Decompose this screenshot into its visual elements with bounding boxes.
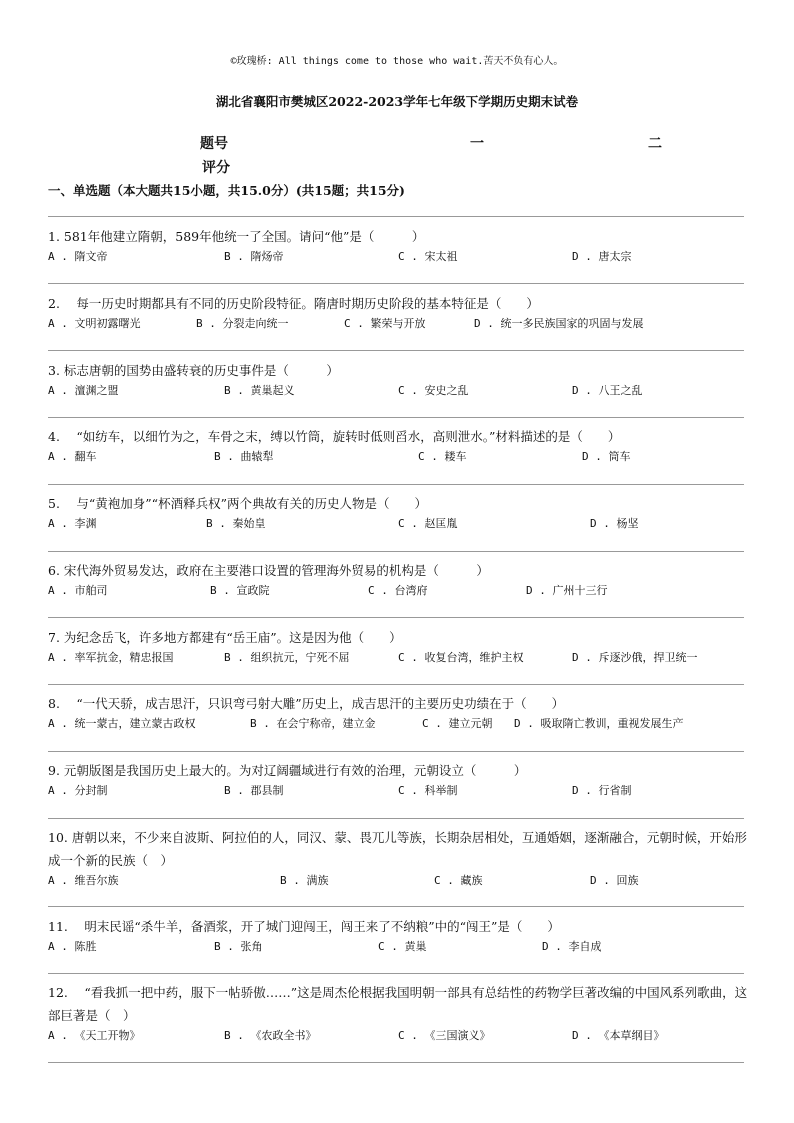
option-b[interactable]: B . 郡县制 xyxy=(224,784,284,797)
option-list xyxy=(48,515,748,533)
score-row-header xyxy=(200,133,680,157)
question-stem: 5. 与“黄袍加身”“杯酒释兵权”两个典故有关的历史人物是（ ） xyxy=(48,496,427,511)
question-stem: 1. 581年他建立隋朝，589年他统一了全国。请问“他”是（ ） xyxy=(48,229,425,244)
question-4 xyxy=(48,425,748,466)
question-stem: 10. 唐朝以来，不少来自波斯、阿拉伯的人，同汉、蒙、畏兀儿等族，长期杂居相处，互通婚姻，逐渐融合，元朝时候，开始形成一个新的民族（ ） xyxy=(48,830,747,868)
question-stem: 9. 元朝版图是我国历史上最大的。为对辽阔疆域进行有效的治理，元朝设立（ ） xyxy=(48,763,527,778)
option-c[interactable]: C . 赵匡胤 xyxy=(398,517,458,530)
question-1 xyxy=(48,225,748,266)
question-stem: 3. 标志唐朝的国势由盛转衰的历史事件是（ ） xyxy=(48,363,339,378)
watermark-text: ©玫瑰桥: All things come to those who wait.苦天不负有心人。 xyxy=(230,56,564,67)
option-c[interactable]: C . 繁荣与开放 xyxy=(344,317,426,330)
score-col-1: 一 xyxy=(470,136,484,152)
option-b[interactable]: B . 曲辕犁 xyxy=(214,450,274,463)
question-8 xyxy=(48,692,748,733)
option-a[interactable]: A . 分封制 xyxy=(48,784,108,797)
question-2 xyxy=(48,292,748,333)
question-9 xyxy=(48,759,748,800)
option-a[interactable]: A . 率军抗金，精忠报国 xyxy=(48,651,174,664)
option-d[interactable]: D . 回族 xyxy=(590,874,639,887)
option-c[interactable]: C . 科举制 xyxy=(398,784,458,797)
option-list xyxy=(48,1027,748,1045)
question-stem: 7. 为纪念岳飞，许多地方都建有“岳王庙”。这是因为他（ ） xyxy=(48,630,402,645)
option-a[interactable]: A . 统一蒙古，建立蒙古政权 xyxy=(48,717,196,730)
option-a[interactable]: A . 澶渊之盟 xyxy=(48,384,119,397)
divider xyxy=(48,818,744,819)
option-a[interactable]: A . 陈胜 xyxy=(48,940,97,953)
divider xyxy=(48,484,744,485)
option-d[interactable]: D . 筒车 xyxy=(582,450,631,463)
option-d[interactable]: D . 吸取隋亡教训，重视发展生产 xyxy=(514,717,684,730)
option-c[interactable]: C . 安史之乱 xyxy=(398,384,469,397)
option-list xyxy=(48,782,748,800)
exam-title: 湖北省襄阳市樊城区2022-2023学年七年级下学期历史期末试卷 xyxy=(215,94,579,109)
question-3 xyxy=(48,359,748,400)
divider xyxy=(48,551,744,552)
score-label-score: 评分 xyxy=(202,160,230,176)
divider xyxy=(48,283,744,284)
option-b[interactable]: B . 满族 xyxy=(280,874,329,887)
divider xyxy=(48,216,744,217)
divider xyxy=(48,350,744,351)
divider xyxy=(48,751,744,752)
option-c[interactable]: C . 台湾府 xyxy=(368,584,428,597)
option-a[interactable]: A . 翻车 xyxy=(48,450,97,463)
option-b[interactable]: B . 《农政全书》 xyxy=(224,1029,317,1042)
score-col-2: 二 xyxy=(648,136,662,152)
option-a[interactable]: A . 《天工开物》 xyxy=(48,1029,141,1042)
option-c[interactable]: C . 《三国演义》 xyxy=(398,1029,491,1042)
score-row-score xyxy=(200,157,680,181)
question-10 xyxy=(48,826,748,890)
divider xyxy=(48,1062,744,1063)
option-list xyxy=(48,448,748,466)
option-c[interactable]: C . 宋太祖 xyxy=(398,250,458,263)
option-c[interactable]: C . 耧车 xyxy=(418,450,467,463)
question-stem: 4. “如纺车，以细竹为之，车骨之末，缚以竹筒，旋转时低则舀水，高则泄水。”材料描述的是（ ） xyxy=(48,429,621,444)
divider xyxy=(48,906,744,907)
option-a[interactable]: A . 隋文帝 xyxy=(48,250,108,263)
option-list xyxy=(48,715,748,733)
question-12 xyxy=(48,981,748,1045)
option-a[interactable]: A . 维吾尔族 xyxy=(48,874,119,887)
divider xyxy=(48,684,744,685)
option-d[interactable]: D . 行省制 xyxy=(572,784,632,797)
divider xyxy=(48,417,744,418)
option-a[interactable]: A . 李渊 xyxy=(48,517,97,530)
option-b[interactable]: B . 黄巢起义 xyxy=(224,384,295,397)
option-c[interactable]: C . 黄巢 xyxy=(378,940,427,953)
score-table xyxy=(200,133,680,181)
option-list xyxy=(48,938,748,956)
option-list xyxy=(48,872,748,890)
option-a[interactable]: A . 文明初露曙光 xyxy=(48,317,141,330)
option-c[interactable]: C . 建立元朝 xyxy=(422,717,493,730)
question-5 xyxy=(48,492,748,533)
score-label-number: 题号 xyxy=(200,136,228,152)
divider xyxy=(48,617,744,618)
question-stem: 2. 每一历史时期都具有不同的历史阶段特征。隋唐时期历史阶段的基本特征是（ ） xyxy=(48,296,539,311)
option-list xyxy=(48,582,748,600)
option-d[interactable]: D . 《本草纲目》 xyxy=(572,1029,665,1042)
question-stem: 12. “看我抓一把中药，服下一帖骄傲……”这是周杰伦根据我国明朝一部具有总结性的药物学巨著改编的中国风系列歌曲，这部巨著是（ ） xyxy=(48,985,748,1023)
option-b[interactable]: B . 隋炀帝 xyxy=(224,250,284,263)
option-b[interactable]: B . 分裂走向统一 xyxy=(196,317,289,330)
option-d[interactable]: D . 八王之乱 xyxy=(572,384,643,397)
option-list xyxy=(48,248,748,266)
option-b[interactable]: B . 张角 xyxy=(214,940,263,953)
question-stem: 8. “一代天骄，成吉思汗，只识弯弓射大雕”历史上，成吉思汗的主要历史功绩在于（ ） xyxy=(48,696,565,711)
option-b[interactable]: B . 宣政院 xyxy=(210,584,270,597)
option-b[interactable]: B . 在会宁称帝，建立金 xyxy=(250,717,376,730)
question-7 xyxy=(48,626,748,667)
option-d[interactable]: D . 唐太宗 xyxy=(572,250,632,263)
option-a[interactable]: A . 市舶司 xyxy=(48,584,108,597)
question-11 xyxy=(48,915,748,956)
option-d[interactable]: D . 广州十三行 xyxy=(526,584,608,597)
option-c[interactable]: C . 藏族 xyxy=(434,874,483,887)
section-heading: 一、单选题（本大题共15小题，共15.0分）(共15题；共15分) xyxy=(48,183,405,198)
option-b[interactable]: B . 秦始皇 xyxy=(206,517,266,530)
option-d[interactable]: D . 李自成 xyxy=(542,940,602,953)
question-6 xyxy=(48,559,748,600)
option-list xyxy=(48,382,748,400)
option-d[interactable]: D . 斥逐沙俄，捍卫统一 xyxy=(572,651,698,664)
option-b[interactable]: B . 组织抗元，宁死不屈 xyxy=(224,651,350,664)
option-d[interactable]: D . 杨坚 xyxy=(590,517,639,530)
divider xyxy=(48,973,744,974)
option-d[interactable]: D . 统一多民族国家的巩固与发展 xyxy=(474,317,644,330)
question-stem: 11. 明末民谣“杀牛羊，备酒浆，开了城门迎闯王，闯王来了不纳粮”中的“闯王”是（ ） xyxy=(48,919,560,934)
option-list xyxy=(48,649,748,667)
option-c[interactable]: C . 收复台湾，维护主权 xyxy=(398,651,524,664)
question-stem: 6. 宋代海外贸易发达，政府在主要港口设置的管理海外贸易的机构是（ ） xyxy=(48,563,489,578)
option-list xyxy=(48,315,748,333)
